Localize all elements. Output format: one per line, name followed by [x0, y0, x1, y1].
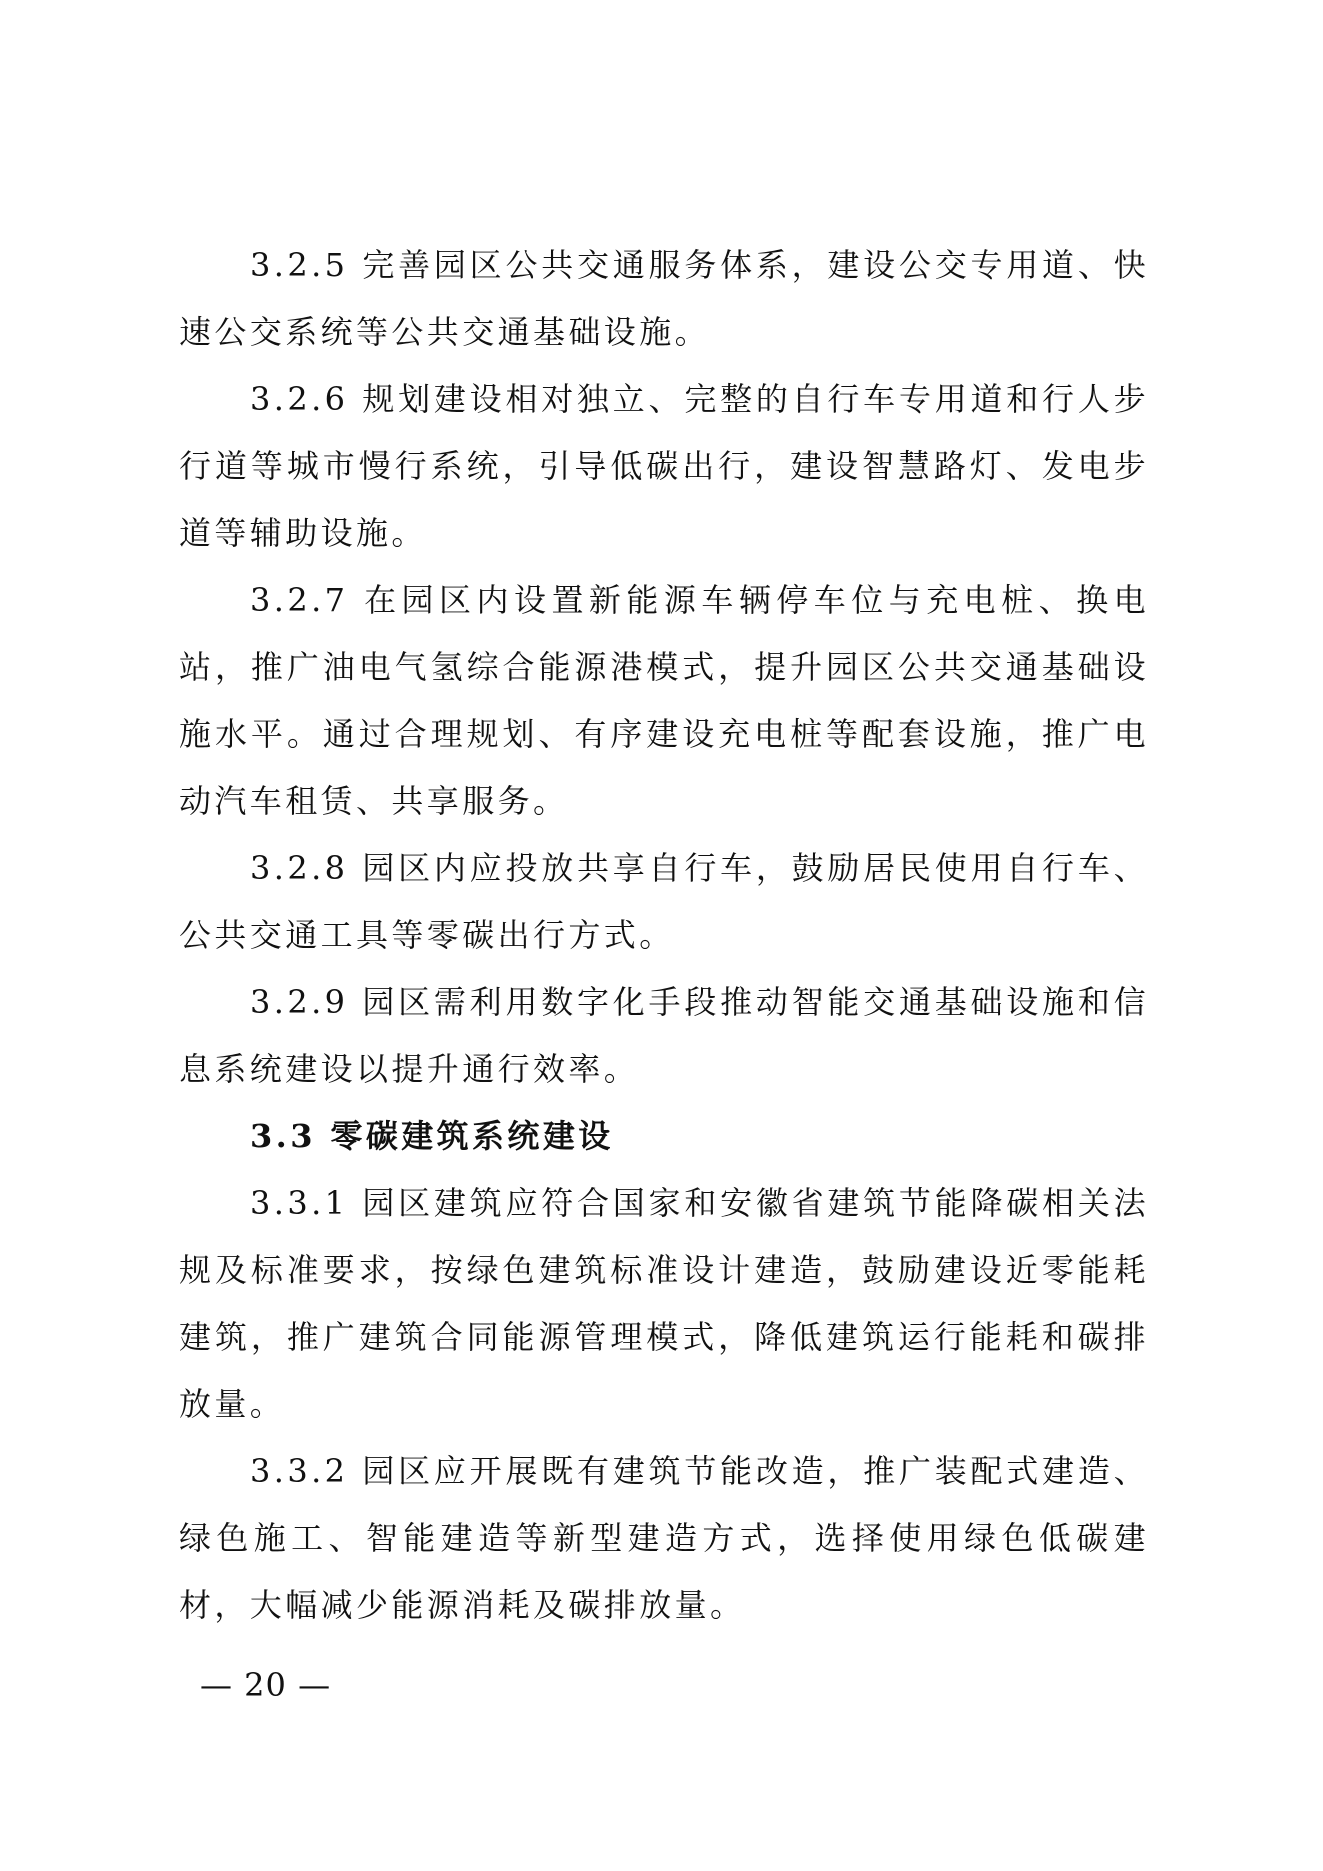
paragraph-3-2-9: 3.2.9 园区需利用数字化手段推动智能交通基础设施和信息系统建设以提升通行效率。 — [179, 983, 1149, 1088]
paragraph-3-2-6: 3.2.6 规划建设相对独立、完整的自行车专用道和行人步行道等城市慢行系统，引导低碳出行，建设智慧路灯、发电步道等辅助设施。 — [179, 380, 1149, 552]
paragraph-3-2-7: 3.2.7 在园区内设置新能源车辆停车位与充电桩、换电站，推广油电气氢综合能源港模式，提升园区公共交通基础设施水平。通过合理规划、有序建设充电桩等配套设施，推广电动汽车租赁、共享服务。 — [179, 581, 1149, 820]
page-body — [179, 232, 1149, 1639]
paragraph-3-3-2: 3.3.2 园区应开展既有建筑节能改造，推广装配式建造、绿色施工、智能建造等新型建造方式，选择使用绿色低碳建材，大幅减少能源消耗及碳排放量。 — [179, 1452, 1149, 1624]
paragraph-3-2-8: 3.2.8 园区内应投放共享自行车，鼓励居民使用自行车、公共交通工具等零碳出行方式。 — [179, 849, 1149, 954]
section-heading-3-3: 3.3 零碳建筑系统建设 — [250, 1117, 614, 1155]
page-number: — 20 — — [200, 1666, 332, 1704]
paragraph-3-2-5: 3.2.5 完善园区公共交通服务体系，建设公交专用道、快速公交系统等公共交通基础设施。 — [179, 246, 1149, 351]
paragraph-3-3-1: 3.3.1 园区建筑应符合国家和安徽省建筑节能降碳相关法规及标准要求，按绿色建筑标准设计建造，鼓励建设近零能耗建筑，推广建筑合同能源管理模式，降低建筑运行能耗和碳排放量。 — [179, 1184, 1149, 1423]
